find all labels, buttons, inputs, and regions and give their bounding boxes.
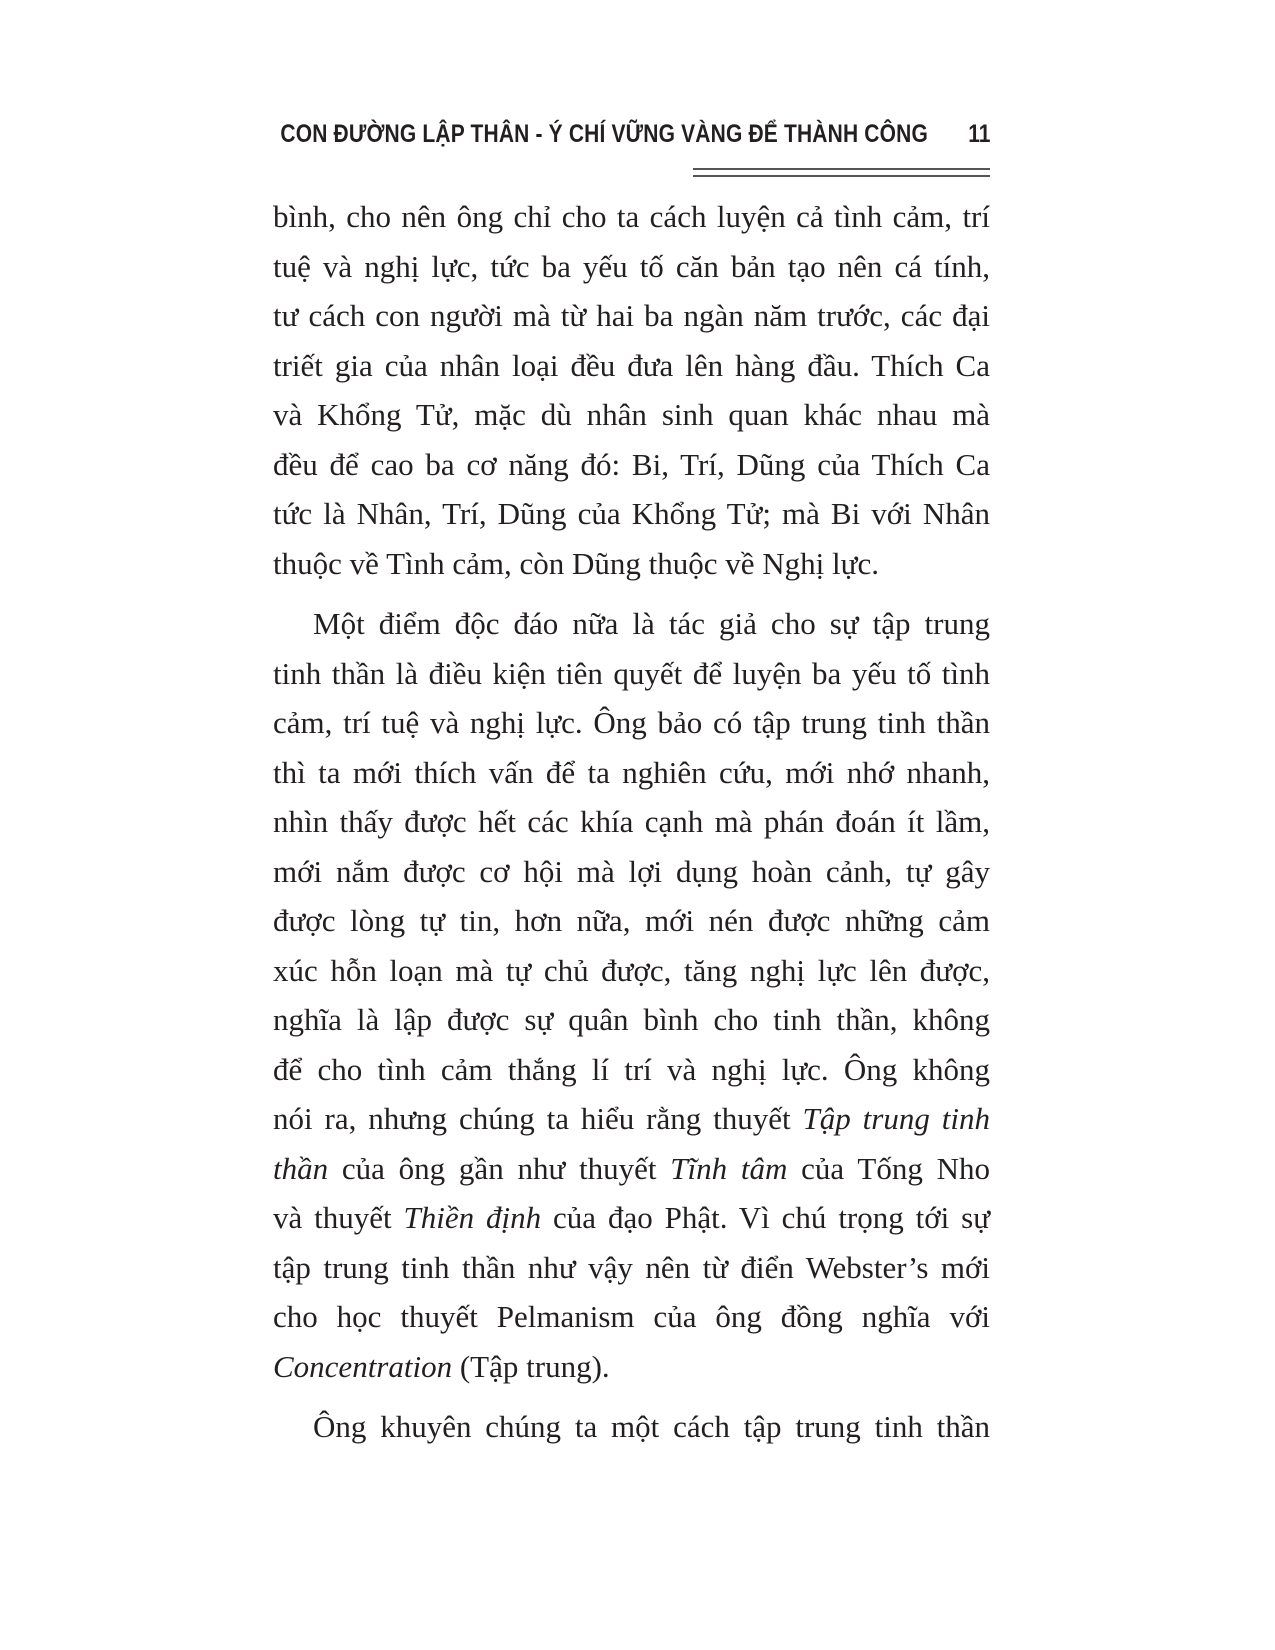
paragraph-3 [273, 1402, 990, 1452]
text-line [273, 1193, 990, 1243]
text-line: Một điểm độc đáo nữa là tác giả cho sự tập trung [313, 606, 990, 641]
running-header [260, 112, 990, 156]
text-line: được lòng tự tin, hơn nữa, mới nén được những cảm [273, 903, 990, 938]
text-line [273, 1094, 990, 1144]
text-line: mới nắm được cơ hội mà lợi dụng hoàn cảnh, tự gây [273, 853, 990, 889]
text-line: thì ta mới thích vấn để ta nghiên cứu, mới nhớ nhanh, [273, 754, 990, 790]
text-line: tinh thần là điều kiện tiên quyết để luyện ba yếu tố tình [273, 655, 990, 691]
body-text [273, 192, 990, 1463]
text-line: cảm, trí tuệ và nghị lực. Ông bảo có tập trung tinh thần [273, 705, 990, 740]
page-number: 11 [967, 119, 990, 148]
text-line: triết gia của nhân loại đều đưa lên hàng đầu. Thích Ca [273, 347, 990, 383]
text-line: thuộc về Tình cảm, còn Dũng thuộc về Nghị lực. [273, 545, 879, 581]
text-run: của ông gần như thuyết [328, 1150, 671, 1186]
text-line: nghĩa là lập được sự quân bình cho tinh thần, không [273, 1002, 990, 1037]
text-run: (Tập trung). [452, 1348, 610, 1384]
text-line: xúc hỗn loạn mà tự chủ được, tăng nghị lực lên được, [273, 952, 990, 988]
italic-term: Tĩnh tâm [670, 1150, 788, 1186]
text-line [273, 1342, 990, 1392]
italic-term: thần [273, 1150, 329, 1186]
italic-term: Thiền định [403, 1200, 542, 1235]
text-line: tư cách con người mà từ hai ba ngàn năm trước, các đại [273, 298, 990, 333]
text-line: đều để cao ba cơ năng đó: Bi, Trí, Dũng của Thích Ca [273, 446, 990, 482]
text-run: của Tống Nho [787, 1150, 990, 1186]
text-line [273, 1144, 990, 1194]
paragraph-1 [273, 192, 990, 588]
text-line: Ông khuyên chúng ta một cách tập trung tinh thần [313, 1409, 990, 1444]
text-line: tuệ và nghị lực, tức ba yếu tố căn bản tạo nên cá tính, [273, 248, 990, 284]
italic-term: Concentration [273, 1348, 453, 1384]
italic-term: Tập trung tinh [802, 1101, 990, 1136]
header-rule-top [693, 168, 990, 170]
text-line: nhìn thấy được hết các khía cạnh mà phán đoán ít lầm, [273, 804, 990, 839]
text-line: tập trung tinh thần như vậy nên từ điển Webster’s mới [273, 1249, 990, 1285]
text-line: và Khổng Tử, mặc dù nhân sinh quan khác nhau mà [273, 397, 990, 432]
text-line: cho học thuyết Pelmanism của ông đồng nghĩa với [273, 1299, 990, 1334]
text-run: nói ra, nhưng chúng ta hiểu rằng thuyết [273, 1101, 803, 1136]
text-line: bình, cho nên ông chỉ cho ta cách luyện cả tình cảm, trí [273, 199, 990, 234]
text-line: để cho tình cảm thắng lí trí và nghị lực. Ông không [273, 1051, 990, 1087]
running-title: CON ĐƯỜNG LẬP THÂN - Ý CHÍ VỮNG VÀNG ĐỂ THÀNH CÔNG [279, 119, 928, 148]
text-run: và thuyết [273, 1200, 404, 1235]
text-run: của đạo Phật. Vì chú trọng tới sự [541, 1200, 991, 1235]
text-line: tức là Nhân, Trí, Dũng của Khổng Tử; mà Bi với Nhân [273, 496, 990, 531]
paragraph-2 [273, 599, 990, 1391]
header-rule-bottom [693, 175, 990, 177]
